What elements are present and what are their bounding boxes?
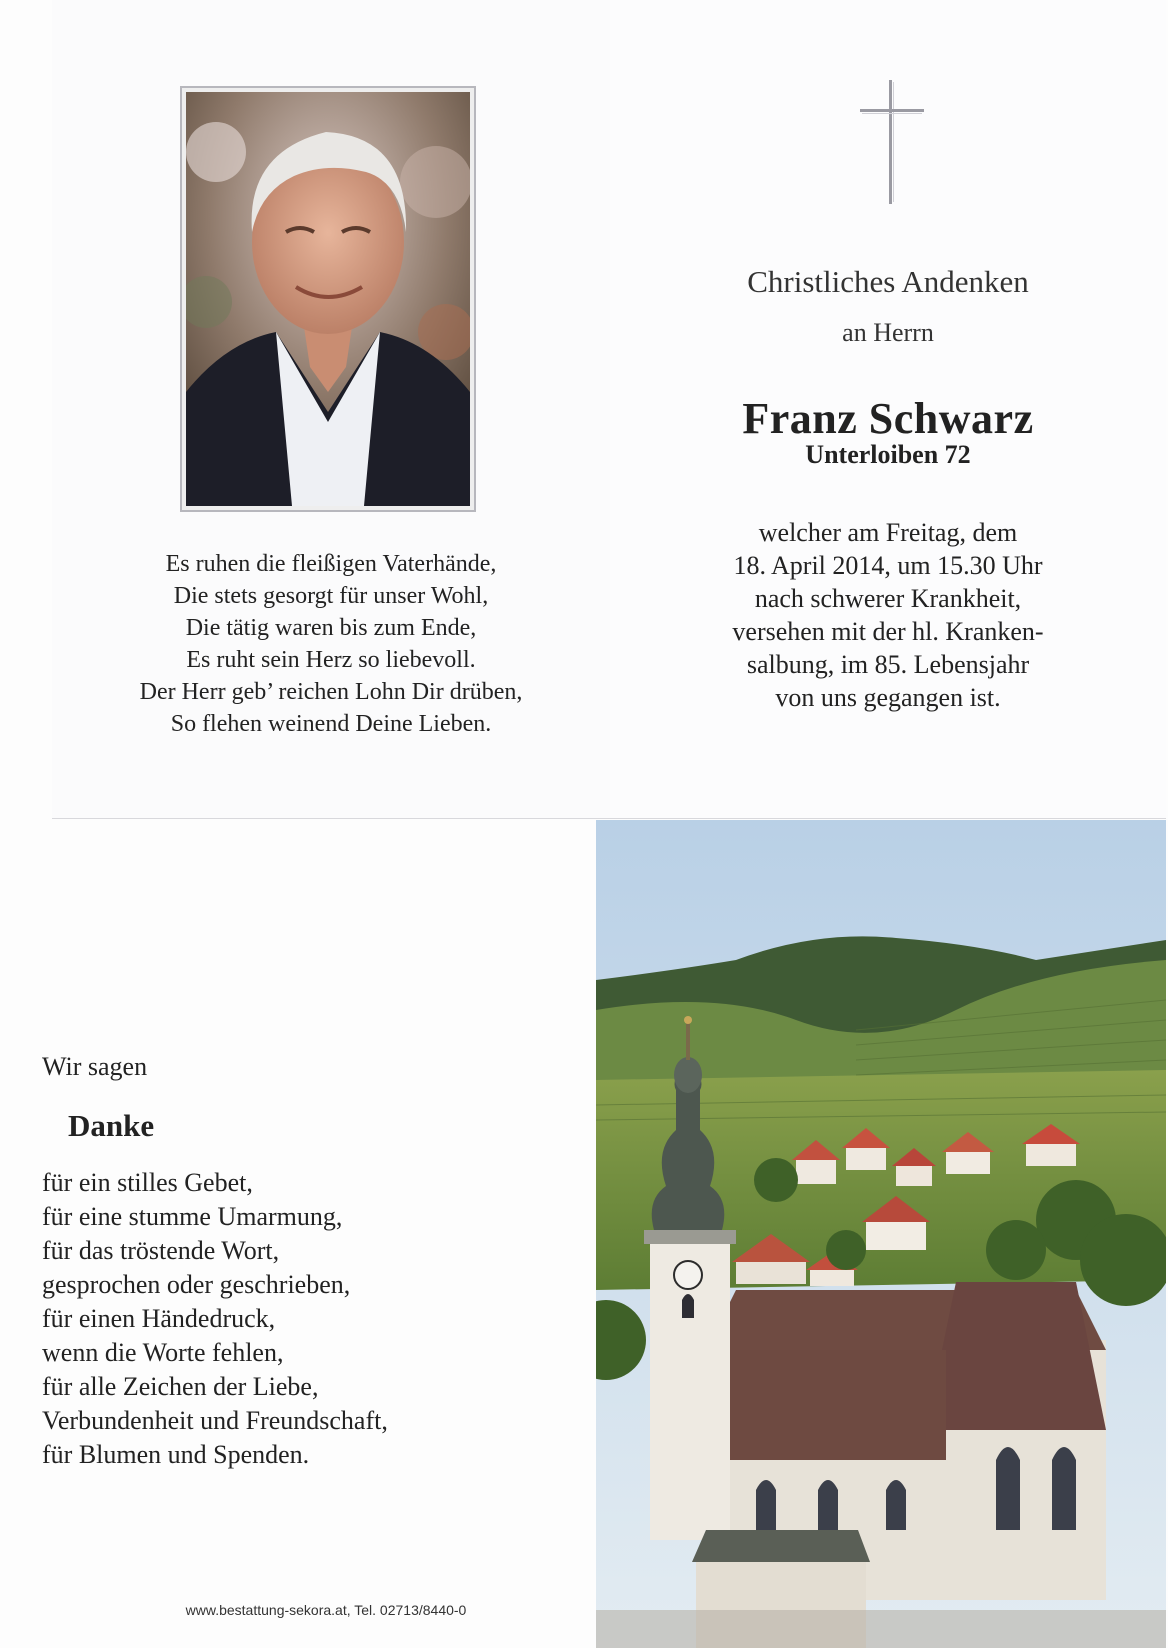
poem-line: Es ruhen die fleißigen Vaterhände, bbox=[165, 551, 497, 577]
church-village-landscape-photo bbox=[596, 820, 1166, 1648]
thanks-line: wenn die Worte fehlen, bbox=[42, 1338, 284, 1367]
memorial-heading: Christliches Andenken bbox=[747, 264, 1029, 299]
announcement-line: versehen mit der hl. Kranken- bbox=[732, 617, 1044, 646]
thanks-line: für das tröstende Wort, bbox=[42, 1236, 280, 1265]
funeral-home-footer: www.bestattung-sekora.at, Tel. 02713/8440-0 bbox=[185, 1602, 467, 1618]
poem-line: Der Herr geb’ reichen Lohn Dir drüben, bbox=[139, 679, 523, 705]
thanks-line: gesprochen oder geschrieben, bbox=[42, 1270, 351, 1299]
thanks-line: für Blumen und Spenden. bbox=[42, 1440, 310, 1469]
poem-line: So flehen weinend Deine Lieben. bbox=[170, 711, 492, 737]
card-back-right bbox=[596, 820, 1166, 1648]
thanks-line: für eine stumme Umarmung, bbox=[42, 1202, 343, 1231]
announcement-line: welcher am Freitag, dem bbox=[758, 518, 1018, 547]
death-announcement bbox=[610, 516, 1166, 714]
announcement-line: nach schwerer Krankheit, bbox=[754, 584, 1022, 613]
thanks-line: für einen Händedruck, bbox=[42, 1304, 276, 1333]
thanks-title: Danke bbox=[68, 1108, 155, 1143]
salutation: an Herrn bbox=[842, 318, 934, 347]
portrait-image bbox=[186, 92, 470, 506]
memorial-poem bbox=[52, 548, 610, 740]
thanks-intro: Wir sagen bbox=[42, 1052, 148, 1081]
poem-line: Es ruht sein Herz so liebevoll. bbox=[186, 647, 476, 673]
deceased-address: Unterloiben 72 bbox=[805, 440, 971, 469]
poem-line: Die stets gesorgt für unser Wohl, bbox=[173, 583, 489, 609]
card-front-right bbox=[610, 0, 1166, 818]
thanks-list bbox=[42, 1166, 388, 1472]
portrait-photo bbox=[180, 86, 476, 512]
deceased-name: Franz Schwarz bbox=[742, 394, 1034, 443]
announcement-line: salbung, im 85. Lebensjahr bbox=[746, 650, 1030, 679]
card-front-left bbox=[52, 0, 611, 818]
thanks-line: Verbundenheit und Freundschaft, bbox=[42, 1406, 388, 1435]
thanks-line: für alle Zeichen der Liebe, bbox=[42, 1372, 319, 1401]
announcement-line: 18. April 2014, um 15.30 Uhr bbox=[733, 551, 1043, 580]
cross-icon bbox=[860, 80, 924, 204]
announcement-line: von uns gegangen ist. bbox=[775, 683, 1001, 712]
thanks-line: für ein stilles Gebet, bbox=[42, 1168, 253, 1197]
poem-line: Die tätig waren bis zum Ende, bbox=[185, 615, 477, 641]
